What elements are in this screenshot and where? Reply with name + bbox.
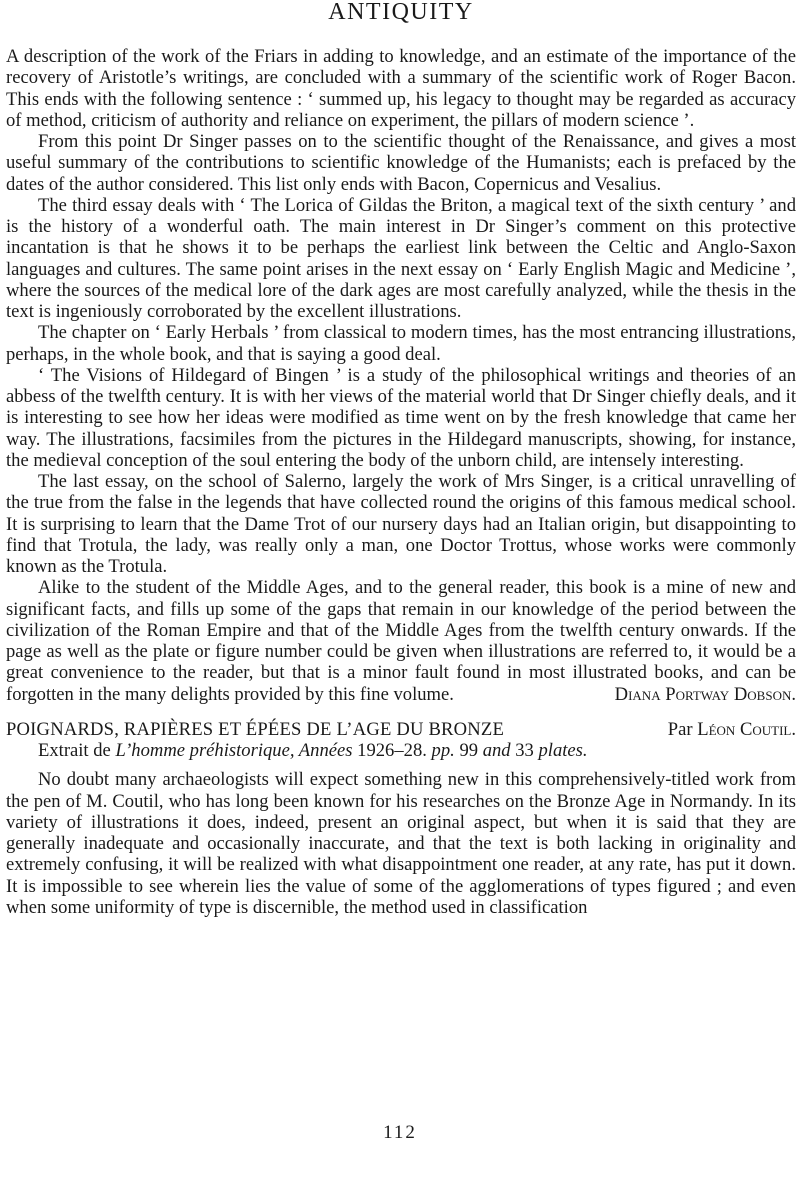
book-byline — [668, 719, 796, 740]
paragraph: ‘ The Visions of Hildegard of Bingen ’ is a study of the philosophical writings and theories of an abbess of the twelfth century. It is with her views of the material world that Dr Singer chiefly deals, and it is interesting to see how her ideas were modified as time went on by the fresh knowledge that came her way. The illustrations, facsimiles from the pictures in the Hildegard manuscripts, showing, for instance, the medieval conception of the soul entering the body of the unborn child, are intensely interesting. — [6, 364, 796, 471]
reviewer-signature: Diana Portway Dobson. — [614, 683, 796, 705]
source-years: 1926–28. — [357, 740, 427, 761]
book-author: Léon Coutil. — [697, 718, 796, 740]
document-page — [6, 0, 796, 918]
paragraph: A description of the work of the Friars in adding to knowledge, and an estimate of the importance of the recovery of Aristotle’s writings, are concluded with a summary of the scientific work of Roger Bacon. This ends with the following sentence : ‘ summed up, his legacy to thought may be regarded as accuracy of method, criticism of authority and reliance on experiment, the pillars of modern science ’. — [6, 46, 796, 131]
source-prefix: Extrait de — [38, 740, 111, 761]
byline-by: Par — [667, 718, 693, 740]
review-body — [6, 46, 796, 705]
source-pp-label: pp. — [431, 740, 455, 761]
paragraph: The chapter on ‘ Early Herbals ’ from classical to modern times, has the most entrancing illustrations, perhaps, in the whole book, and that is saying a good deal. — [6, 322, 796, 365]
review-heading — [6, 719, 796, 740]
paragraph: From this point Dr Singer passes on to the scientific thought of the Renaissance, and gives a most useful summary of the contributions to scientific knowledge of the Humanists; each is prefaced by the dates of the author considered. This list only ends with Bacon, Copernicus and Vesalius. — [6, 131, 796, 195]
book-title: POIGNARDS, RAPIÈRES ET ÉPÉES DE L’AGE DU BRONZE — [6, 718, 505, 740]
source-and: and — [482, 740, 511, 761]
source-plates-label: plates. — [538, 740, 588, 761]
paragraph-text: Alike to the student of the Middle Ages, and to the general reader, this book is a mine of new and significant facts, and fills up some of the gaps that remain in our knowledge of the period between the civilization of the Roman Empire and that of the Middle Ages from the twelfth century onwards. If the page as well as the plate or figure number could be given when illustrations are referred to, it would be a great convenience to the reader, but that is a minor fault found in most illustrated books, and can be forgotten in the many delights provided by this fine volume. — [6, 577, 796, 705]
paragraph — [6, 577, 796, 705]
source-pages: 99 — [459, 740, 479, 761]
review-body — [6, 769, 796, 918]
source-plates-count: 33 — [515, 740, 534, 761]
paragraph: The third essay deals with ‘ The Lorica of Gildas the Briton, a magical text of the sixth century ’ and is the history of a wonderful oath. The main interest in Dr Singer’s comment on this protective incantation is that he shows it to be perhaps the earliest link between the Celtic and Anglo-Saxon languages and cultures. The same point arises in the next essay on ‘ Early English Magic and Medicine ’, where the sources of the medical lore of the dark ages are most carefully analyzed, while the thesis in the text is ingeniously corroborated by the excellent illustrations. — [6, 194, 796, 322]
paragraph: The last essay, on the school of Salerno, largely the work of Mrs Singer, is a critical unravelling of the true from the false in the legends that have collected round the origins of this famous medical school. It is surprising to learn that the Dame Trot of our nursery days had an Italian origin, but disappointing to find that Trotula, the lady, was really only a man, one Doctor Trottus, whose works were commonly known as the Trotula. — [6, 471, 796, 577]
running-head: ANTIQUITY — [328, 0, 474, 25]
source-publication: L’homme préhistorique, Années — [115, 740, 353, 761]
paragraph: No doubt many archaeologists will expect something new in this comprehensively-titled work from the pen of M. Coutil, who has long been known for his researches on the Bronze Age in Normandy. In its variety of illustrations it does, indeed, present an original aspect, but when it is said that they are generally inadequate and occasionally inaccurate, and that the text is both lacking in originality and extremely confusing, it will be realized with what disappointment one reader, at any rate, has put it down. It is impossible to see wherein lies the value of some of the agglomerations of types figured ; and even when some uniformity of type is discernible, the method used in classification — [6, 769, 796, 918]
page-number: 112 — [383, 1122, 417, 1143]
book-source — [6, 740, 796, 761]
